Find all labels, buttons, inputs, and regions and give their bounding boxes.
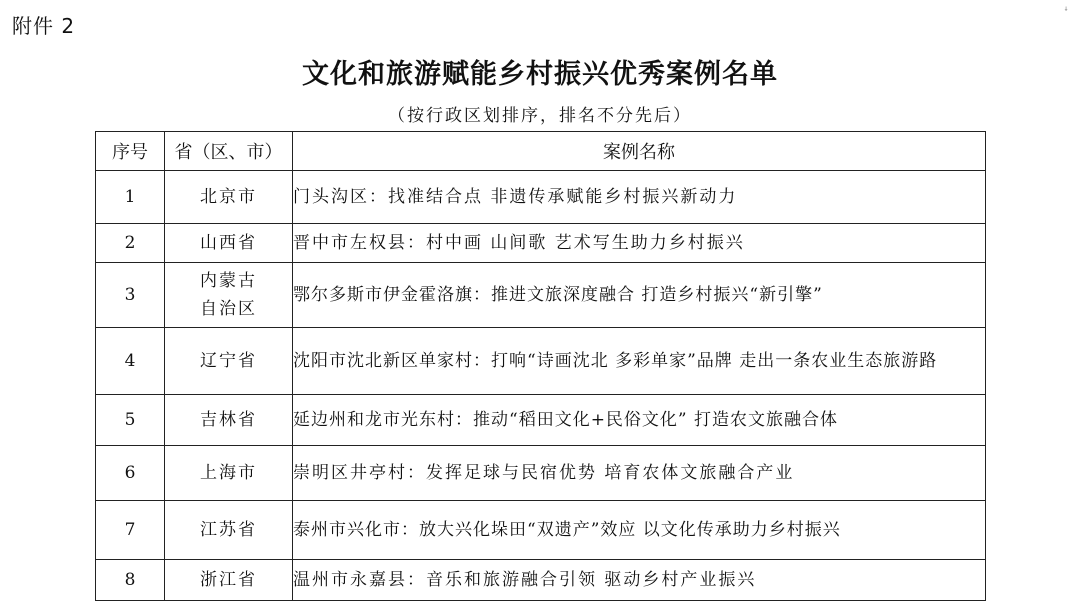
row-province: 内蒙古自治区 — [165, 263, 293, 328]
case-table — [95, 131, 986, 601]
row-province: 辽宁省 — [165, 328, 293, 395]
table-row — [96, 263, 986, 328]
row-province: 上海市 — [165, 446, 293, 501]
row-province: 江苏省 — [165, 501, 293, 560]
row-province: 吉林省 — [165, 395, 293, 446]
column-header-province: 省（区、市） — [165, 132, 293, 171]
column-header-index: 序号 — [96, 132, 165, 171]
row-case: 泰州市兴化市：放大兴化垛田“双遗产”效应 以文化传承助力乡村振兴 — [293, 501, 986, 560]
attachment-label: 附件 2 — [12, 14, 76, 38]
table-row — [96, 224, 986, 263]
document-title: 文化和旅游赋能乡村振兴优秀案例名单 — [302, 59, 778, 90]
table-row — [96, 395, 986, 446]
table-header-row — [96, 132, 986, 171]
row-index: 4 — [96, 328, 165, 395]
table-row — [96, 446, 986, 501]
row-case: 门头沟区：找准结合点 非遗传承赋能乡村振兴新动力 — [293, 171, 986, 224]
row-case: 鄂尔多斯市伊金霍洛旗：推进文旅深度融合 打造乡村振兴“新引擎” — [293, 263, 986, 328]
row-case: 沈阳市沈北新区单家村：打响“诗画沈北 多彩单家”品牌 走出一条农业生态旅游路 — [293, 328, 986, 395]
table-row — [96, 328, 986, 395]
row-case: 延边州和龙市光东村：推动“稻田文化+民俗文化” 打造农文旅融合体 — [293, 395, 986, 446]
row-index: 3 — [96, 263, 165, 328]
row-case: 晋中市左权县：村中画 山间歌 艺术写生助力乡村振兴 — [293, 224, 986, 263]
row-index: 8 — [96, 560, 165, 601]
row-case: 温州市永嘉县：音乐和旅游融合引领 驱动乡村产业振兴 — [293, 560, 986, 601]
row-index: 5 — [96, 395, 165, 446]
row-case: 崇明区井亭村：发挥足球与民宿优势 培育农体文旅融合产业 — [293, 446, 986, 501]
table-row — [96, 560, 986, 601]
table-row — [96, 171, 986, 224]
document-subtitle: （按行政区划排序，排名不分先后） — [388, 106, 692, 126]
row-province: 山西省 — [165, 224, 293, 263]
row-index: 6 — [96, 446, 165, 501]
row-index: 2 — [96, 224, 165, 263]
corner-mark: ꜜ — [1064, 6, 1068, 17]
row-index: 1 — [96, 171, 165, 224]
row-index: 7 — [96, 501, 165, 560]
column-header-case: 案例名称 — [293, 132, 986, 171]
row-province: 浙江省 — [165, 560, 293, 601]
row-province: 北京市 — [165, 171, 293, 224]
table-row — [96, 501, 986, 560]
